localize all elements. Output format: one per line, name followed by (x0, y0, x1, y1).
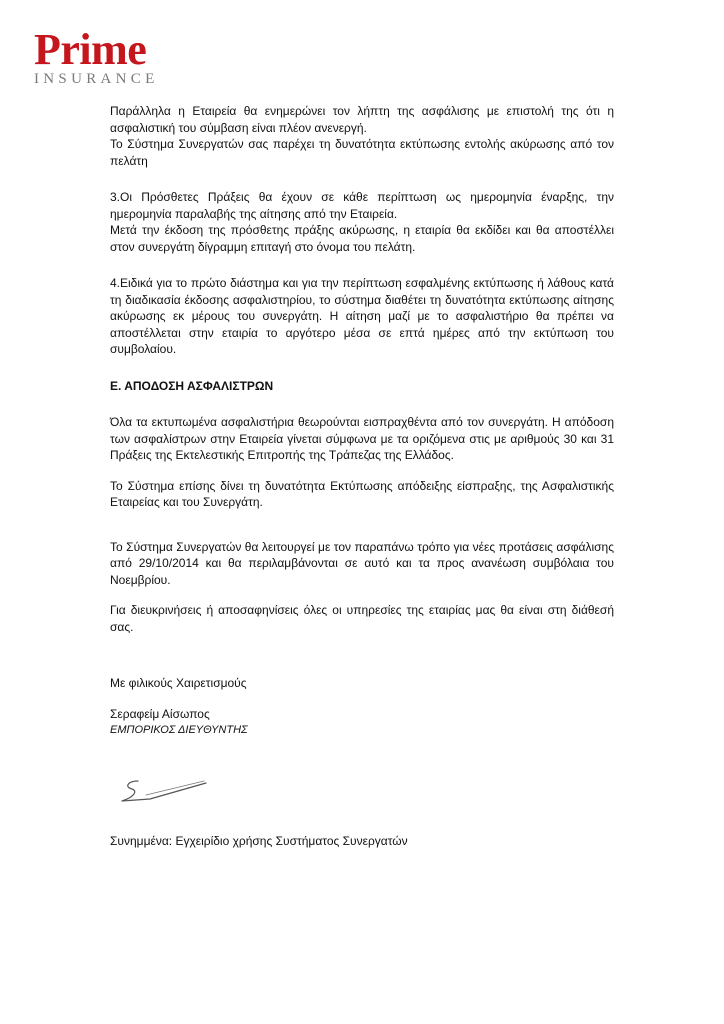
paragraph-point-3: 3.Οι Πρόσθετες Πράξεις θα έχουν σε κάθε περίπτωση ως ημερομηνία έναρξης, την ημερομηνία παραλαβής της αίτησης από την Εταιρεία. (110, 190, 614, 221)
paragraph-notification: Παράλληλα η Εταιρεία θα ενημερώνει τον λήπτη της ασφάλισης με επιστολή της ότι η ασφαλιστική του σύμβαση είναι πλέον ανενεργή. (110, 104, 614, 135)
logo-tagline: INSURANCE (34, 71, 159, 87)
signature (110, 739, 614, 811)
signer-title: ΕΜΠΟΡΙΚΟΣ ΔΙΕΥΘΥΝΤΗΣ (110, 724, 248, 736)
paragraph-point-4: 4.Ειδικά για το πρώτο διάστημα και για την περίπτωση εσφαλμένης εκτύπωσης ή λάθους κατά τη διαδικασία έκδοσης ασφαλιστηρίου, το σύστημα διαθέτει τη δυνατότητα εκτύπωσης αίτησης ακύρωσης εκ μέρους του συνεργάτη. Η αίτηση μαζί με το ασφαλιστήριο θα πρέπει να αποστέλλεται στην εταιρία το αργότερο μέσα σε επτά ημέρες από την εκτύπωση του συμβολαίου. (110, 276, 614, 356)
paragraph-cancellation-print: Το Σύστημα Συνεργατών σας παρέχει τη δυνατότητα εκτύπωσης εντολής ακύρωσης από τον πελάτη (110, 137, 614, 168)
letter-body (110, 103, 614, 849)
paragraph-support: Για διευκρινήσεις ή αποσαφηνίσεις όλες οι υπηρεσίες της εταιρίας μας θα είναι στη διάθεσή σας. (110, 603, 614, 634)
attachments-line: Συνημμένα: Εγχειρίδιο χρήσης Συστήματος Συνεργατών (110, 833, 408, 848)
paragraph-cheque: Μετά την έκδοση της πρόσθετης πράξης ακύρωσης, η εταιρία θα εκδίδει και θα αποστέλλει στον συνεργάτη δίγραμμη επιταγή στο όνομα του πελάτη. (110, 223, 614, 254)
signer-name: Σεραφείμ Αίσωπος (110, 706, 210, 721)
closing-greeting: Με φιλικούς Χαιρετισμούς (110, 676, 247, 690)
paragraph-premiums: Όλα τα εκτυπωμένα ασφαλιστήρια θεωρούνται εισπραχθέντα από τον συνεργάτη. Η απόδοση των ασφαλίστρων στην Εταιρεία γίνεται σύμφωνα με τα οριζόμενα στις με αριθμούς 30 και 31 Πράξεις της Εκτελεστικής Επιτροπής της Τράπεζας της Ελλάδος. (110, 415, 614, 462)
section-heading: Ε. ΑΠΟΔΟΣΗ ΑΣΦΑΛΙΣΤΡΩΝ (110, 378, 274, 393)
paragraph-start-date: Το Σύστημα Συνεργατών θα λειτουργεί με τον παραπάνω τρόπο για νέες προτάσεις ασφάλισης από 29/10/2014 και θα περιλαμβάνονται σε αυτό και τα προς ανανέωση συμβόλαια του Νοεμβρίου. (110, 539, 614, 587)
company-logo (34, 25, 164, 87)
paragraph-receipt: Το Σύστημα επίσης δίνει τη δυνατότητα Εκτύπωσης απόδειξης είσπραξης, της Ασφαλιστικής Εταιρείας και του Συνεργάτη. (110, 478, 614, 509)
signature-icon (116, 775, 216, 809)
logo-brand: Prime (34, 25, 147, 74)
